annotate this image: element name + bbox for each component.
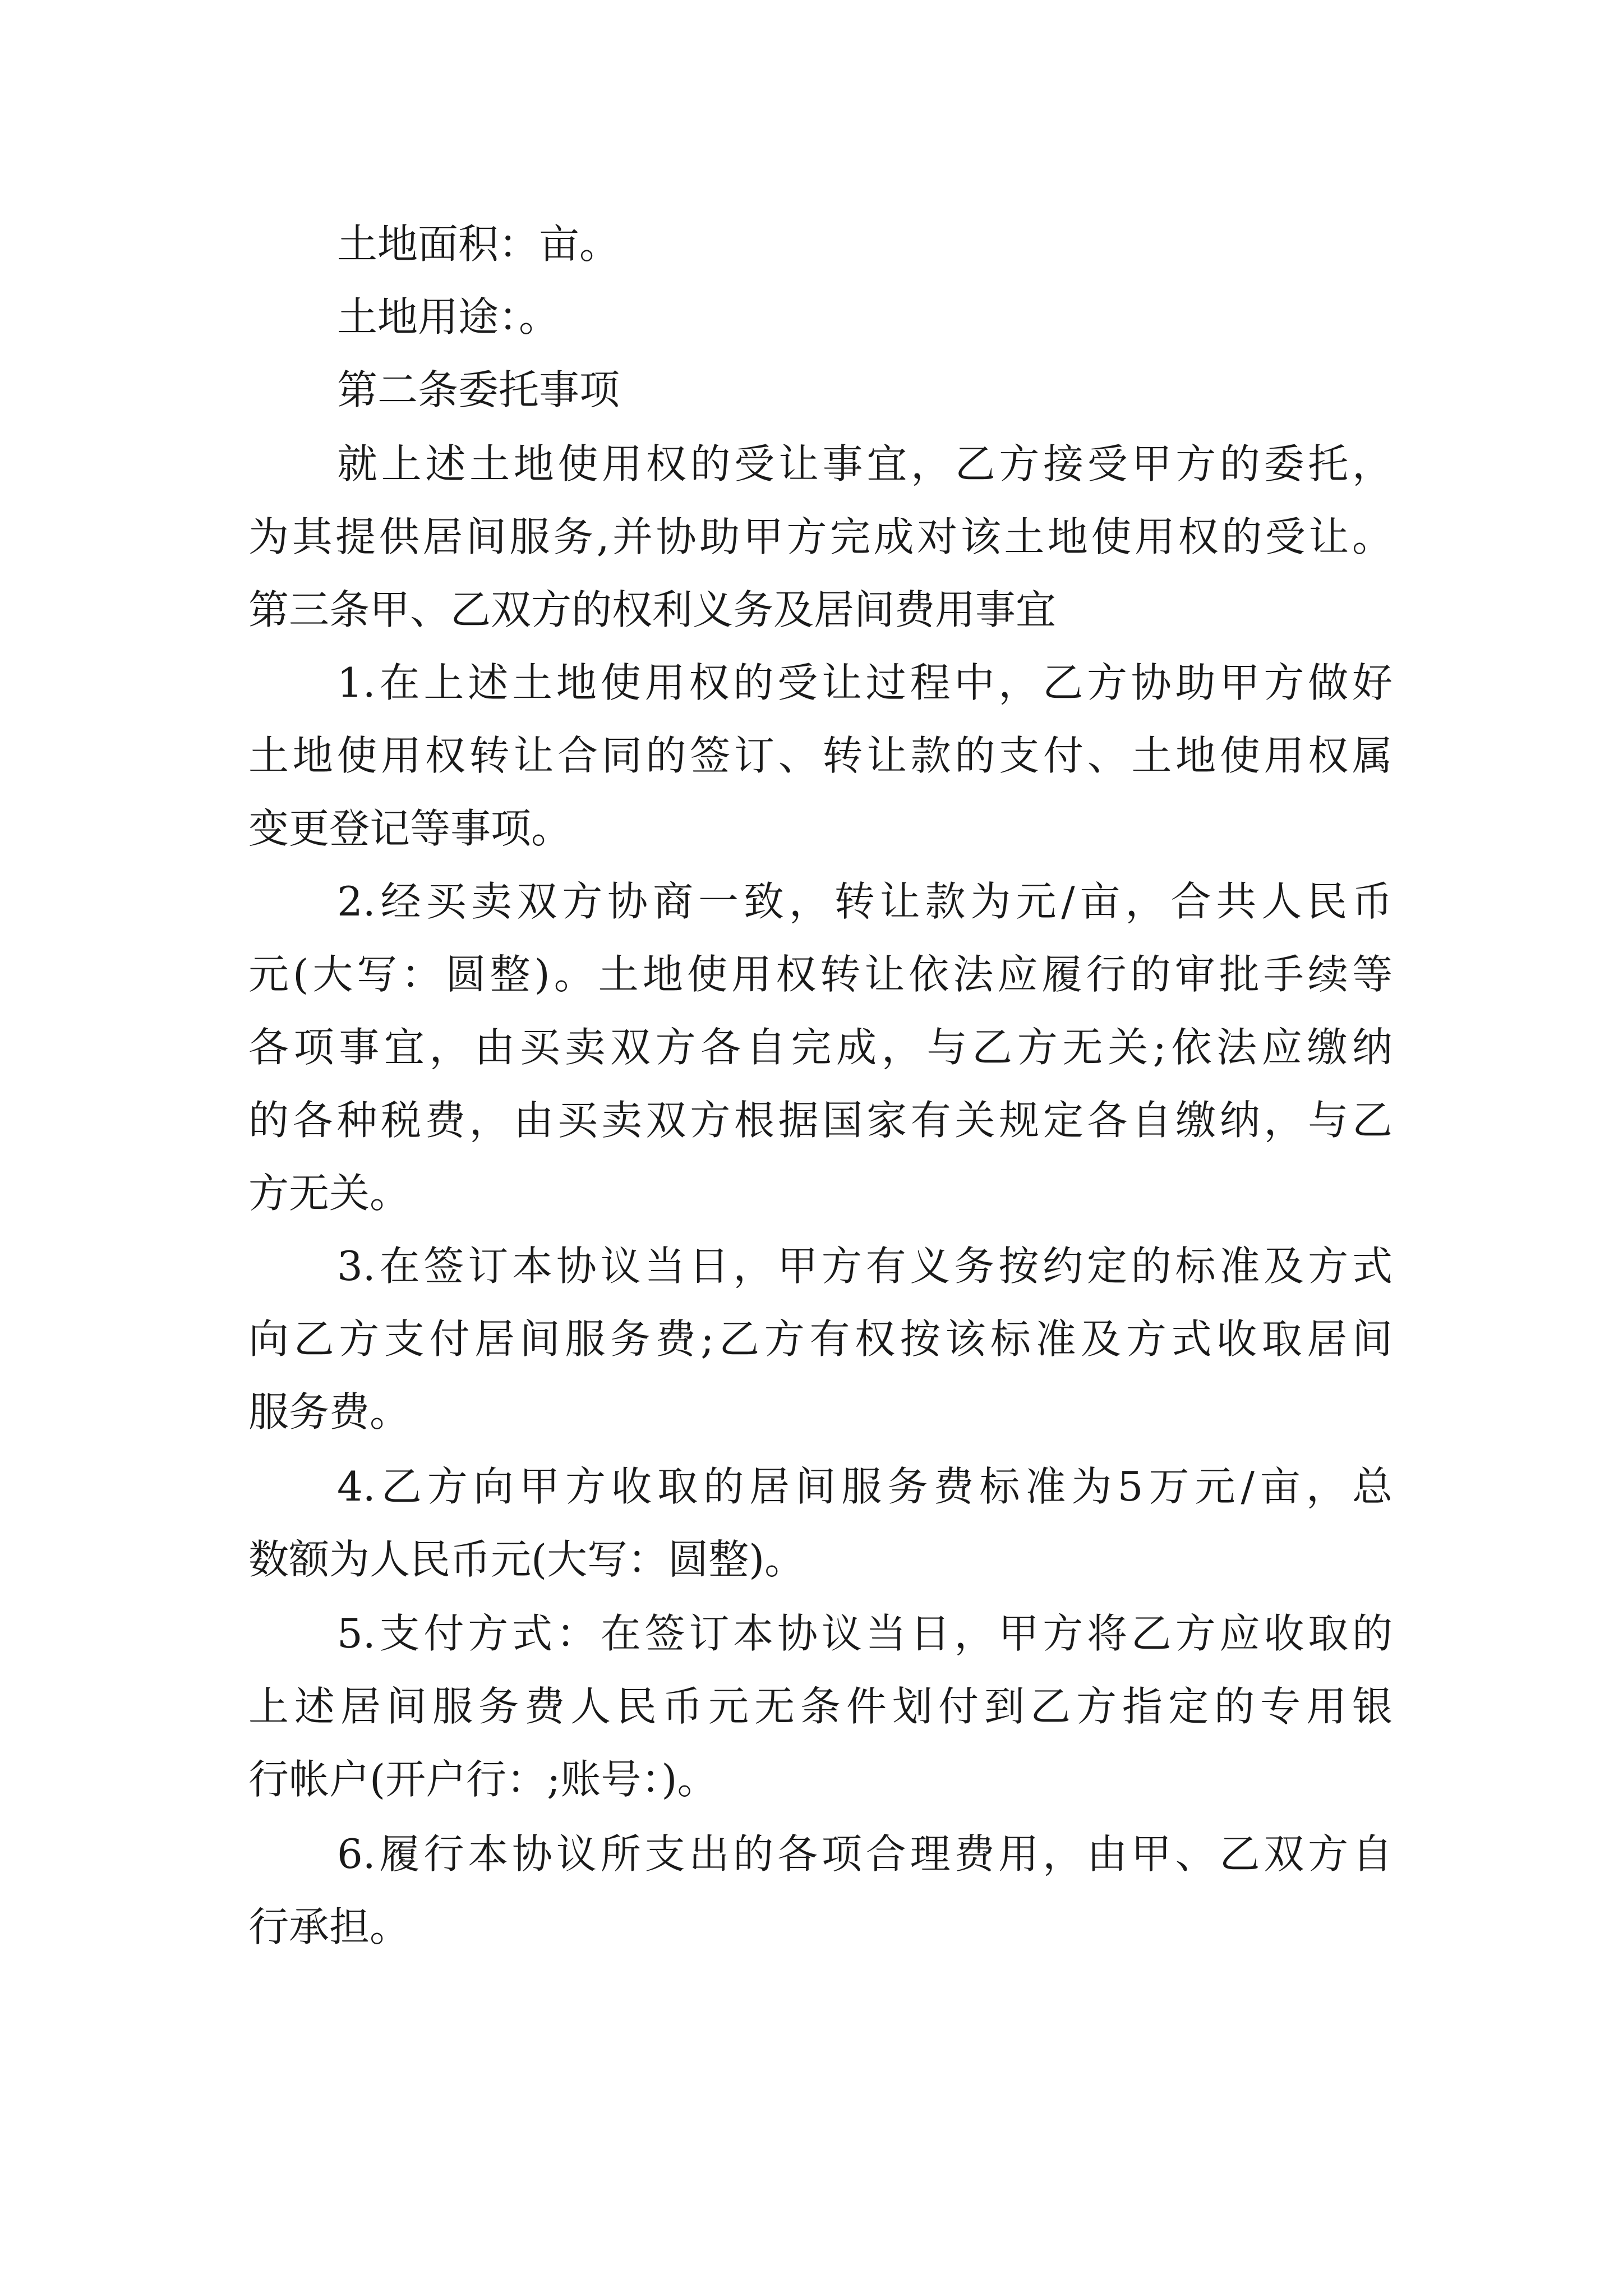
text-line: 2.经买卖双方协商一致，转让款为元/亩，合共人民币 xyxy=(337,878,1393,925)
text-line: 服务费。 xyxy=(248,1388,411,1435)
text-line: 土地面积：亩。 xyxy=(337,220,620,268)
text-line: 1.在上述土地使用权的受让过程中，乙方协助甲方做好 xyxy=(337,659,1393,706)
text-line: 就上述土地使用权的受让事宜，乙方接受甲方的委托， xyxy=(337,440,1393,487)
text-line: 变更登记等事项。 xyxy=(248,805,572,852)
text-line: 4.乙方向甲方收取的居间服务费标准为5万元/亩，总 xyxy=(337,1463,1393,1510)
text-line: 3.在签订本协议当日，甲方有义务按约定的标准及方式 xyxy=(337,1243,1393,1290)
text-line: 数额为人民币元(大写：圆整)。 xyxy=(248,1536,805,1583)
text-line: 各项事宜，由买卖双方各自完成，与乙方无关;依法应缴纳 xyxy=(248,1024,1393,1071)
text-line: 5.支付方式：在签订本协议当日，甲方将乙方应收取的 xyxy=(337,1610,1393,1657)
text-line: 行帐户(开户行：;账号：)。 xyxy=(248,1756,718,1803)
text-line: 元(大写：圆整)。土地使用权转让依法应履行的审批手续等 xyxy=(248,951,1393,998)
text-line: 向乙方支付居间服务费;乙方有权按该标准及方式收取居间 xyxy=(248,1315,1393,1363)
text-line: 的各种税费，由买卖双方根据国家有关规定各自缴纳，与乙 xyxy=(248,1097,1393,1144)
text-line: 为其提供居间服务,并协助甲方完成对该土地使用权的受让。 xyxy=(248,513,1393,560)
text-line: 上述居间服务费人民币元无条件划付到乙方指定的专用银 xyxy=(248,1683,1393,1730)
text-line: 方无关。 xyxy=(248,1170,411,1217)
section-heading: 第三条甲、乙双方的权利义务及居间费用事宜 xyxy=(248,586,1057,633)
text-line: 6.履行本协议所支出的各项合理费用，由甲、乙双方自 xyxy=(337,1830,1393,1878)
section-heading: 第二条委托事项 xyxy=(337,366,620,413)
text-line: 行承担。 xyxy=(248,1903,411,1950)
text-line: 土地使用权转让合同的签订、转让款的支付、土地使用权属 xyxy=(248,732,1393,779)
text-line: 土地用途：。 xyxy=(337,293,560,341)
